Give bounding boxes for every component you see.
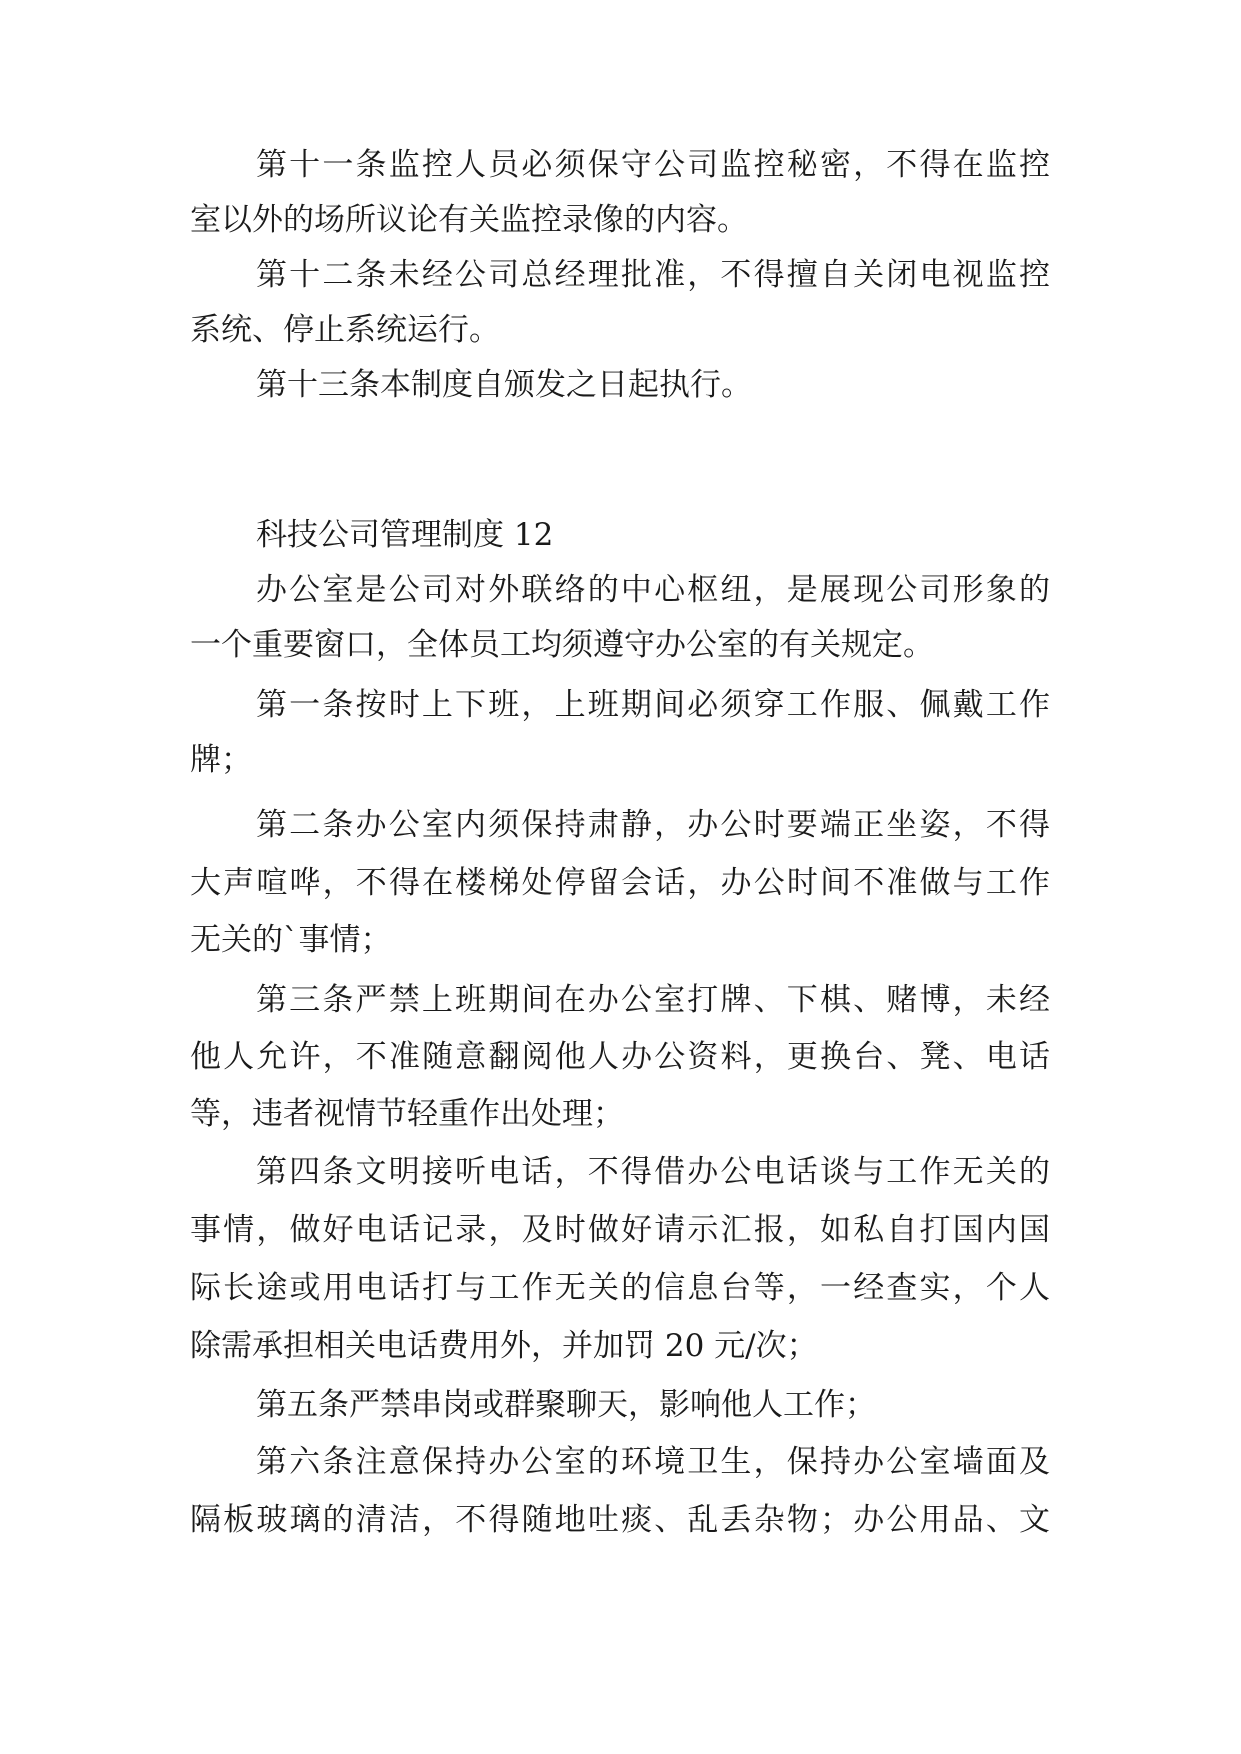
text-line: 大声喧哗，不得在楼梯处停留会话，办公时间不准做与工作 — [190, 865, 1050, 901]
text-line: 系统、停止系统运行。 — [190, 312, 500, 348]
text-line: 牌； — [190, 742, 252, 778]
text-line: 等，违者视情节轻重作出处理； — [190, 1096, 624, 1132]
text-line: 际长途或用电话打与工作无关的信息台等，一经查实，个人 — [190, 1270, 1050, 1306]
text-line: 事情，做好电话记录，及时做好请示汇报，如私自打国内国 — [190, 1212, 1050, 1248]
text-line: 第二条办公室内须保持肃静，办公时要端正坐姿，不得 — [256, 807, 1050, 843]
text-line: 一个重要窗口，全体员工均须遵守办公室的有关规定。 — [190, 627, 934, 663]
text-line: 第十一条监控人员必须保守公司监控秘密，不得在监控 — [256, 147, 1050, 183]
text-line: 办公室是公司对外联络的中心枢纽，是展现公司形象的 — [256, 572, 1050, 608]
text-line: 第六条注意保持办公室的环境卫生，保持办公室墙面及 — [256, 1444, 1050, 1480]
text-line: 第十二条未经公司总经理批准，不得擅自关闭电视监控 — [256, 257, 1050, 293]
text-line: 除需承担相关电话费用外，并加罚 20 元/次； — [190, 1328, 818, 1364]
section-title: 科技公司管理制度 12 — [256, 517, 554, 553]
text-line: 第三条严禁上班期间在办公室打牌、下棋、赌博，未经 — [256, 982, 1050, 1018]
text-line: 第十三条本制度自颁发之日起执行。 — [256, 367, 752, 403]
text-line: 第五条严禁串岗或群聚聊天，影响他人工作； — [256, 1387, 876, 1423]
text-line: 第四条文明接听电话，不得借办公电话谈与工作无关的 — [256, 1154, 1050, 1190]
text-line: 第一条按时上下班，上班期间必须穿工作服、佩戴工作 — [256, 687, 1050, 723]
text-line: 隔板玻璃的清洁，不得随地吐痰、乱丢杂物；办公用品、文 — [190, 1502, 1050, 1538]
text-line: 无关的`事情； — [190, 922, 392, 958]
text-line: 他人允许，不准随意翻阅他人办公资料，更换台、凳、电话 — [190, 1039, 1050, 1075]
text-line: 室以外的场所议论有关监控录像的内容。 — [190, 202, 748, 238]
